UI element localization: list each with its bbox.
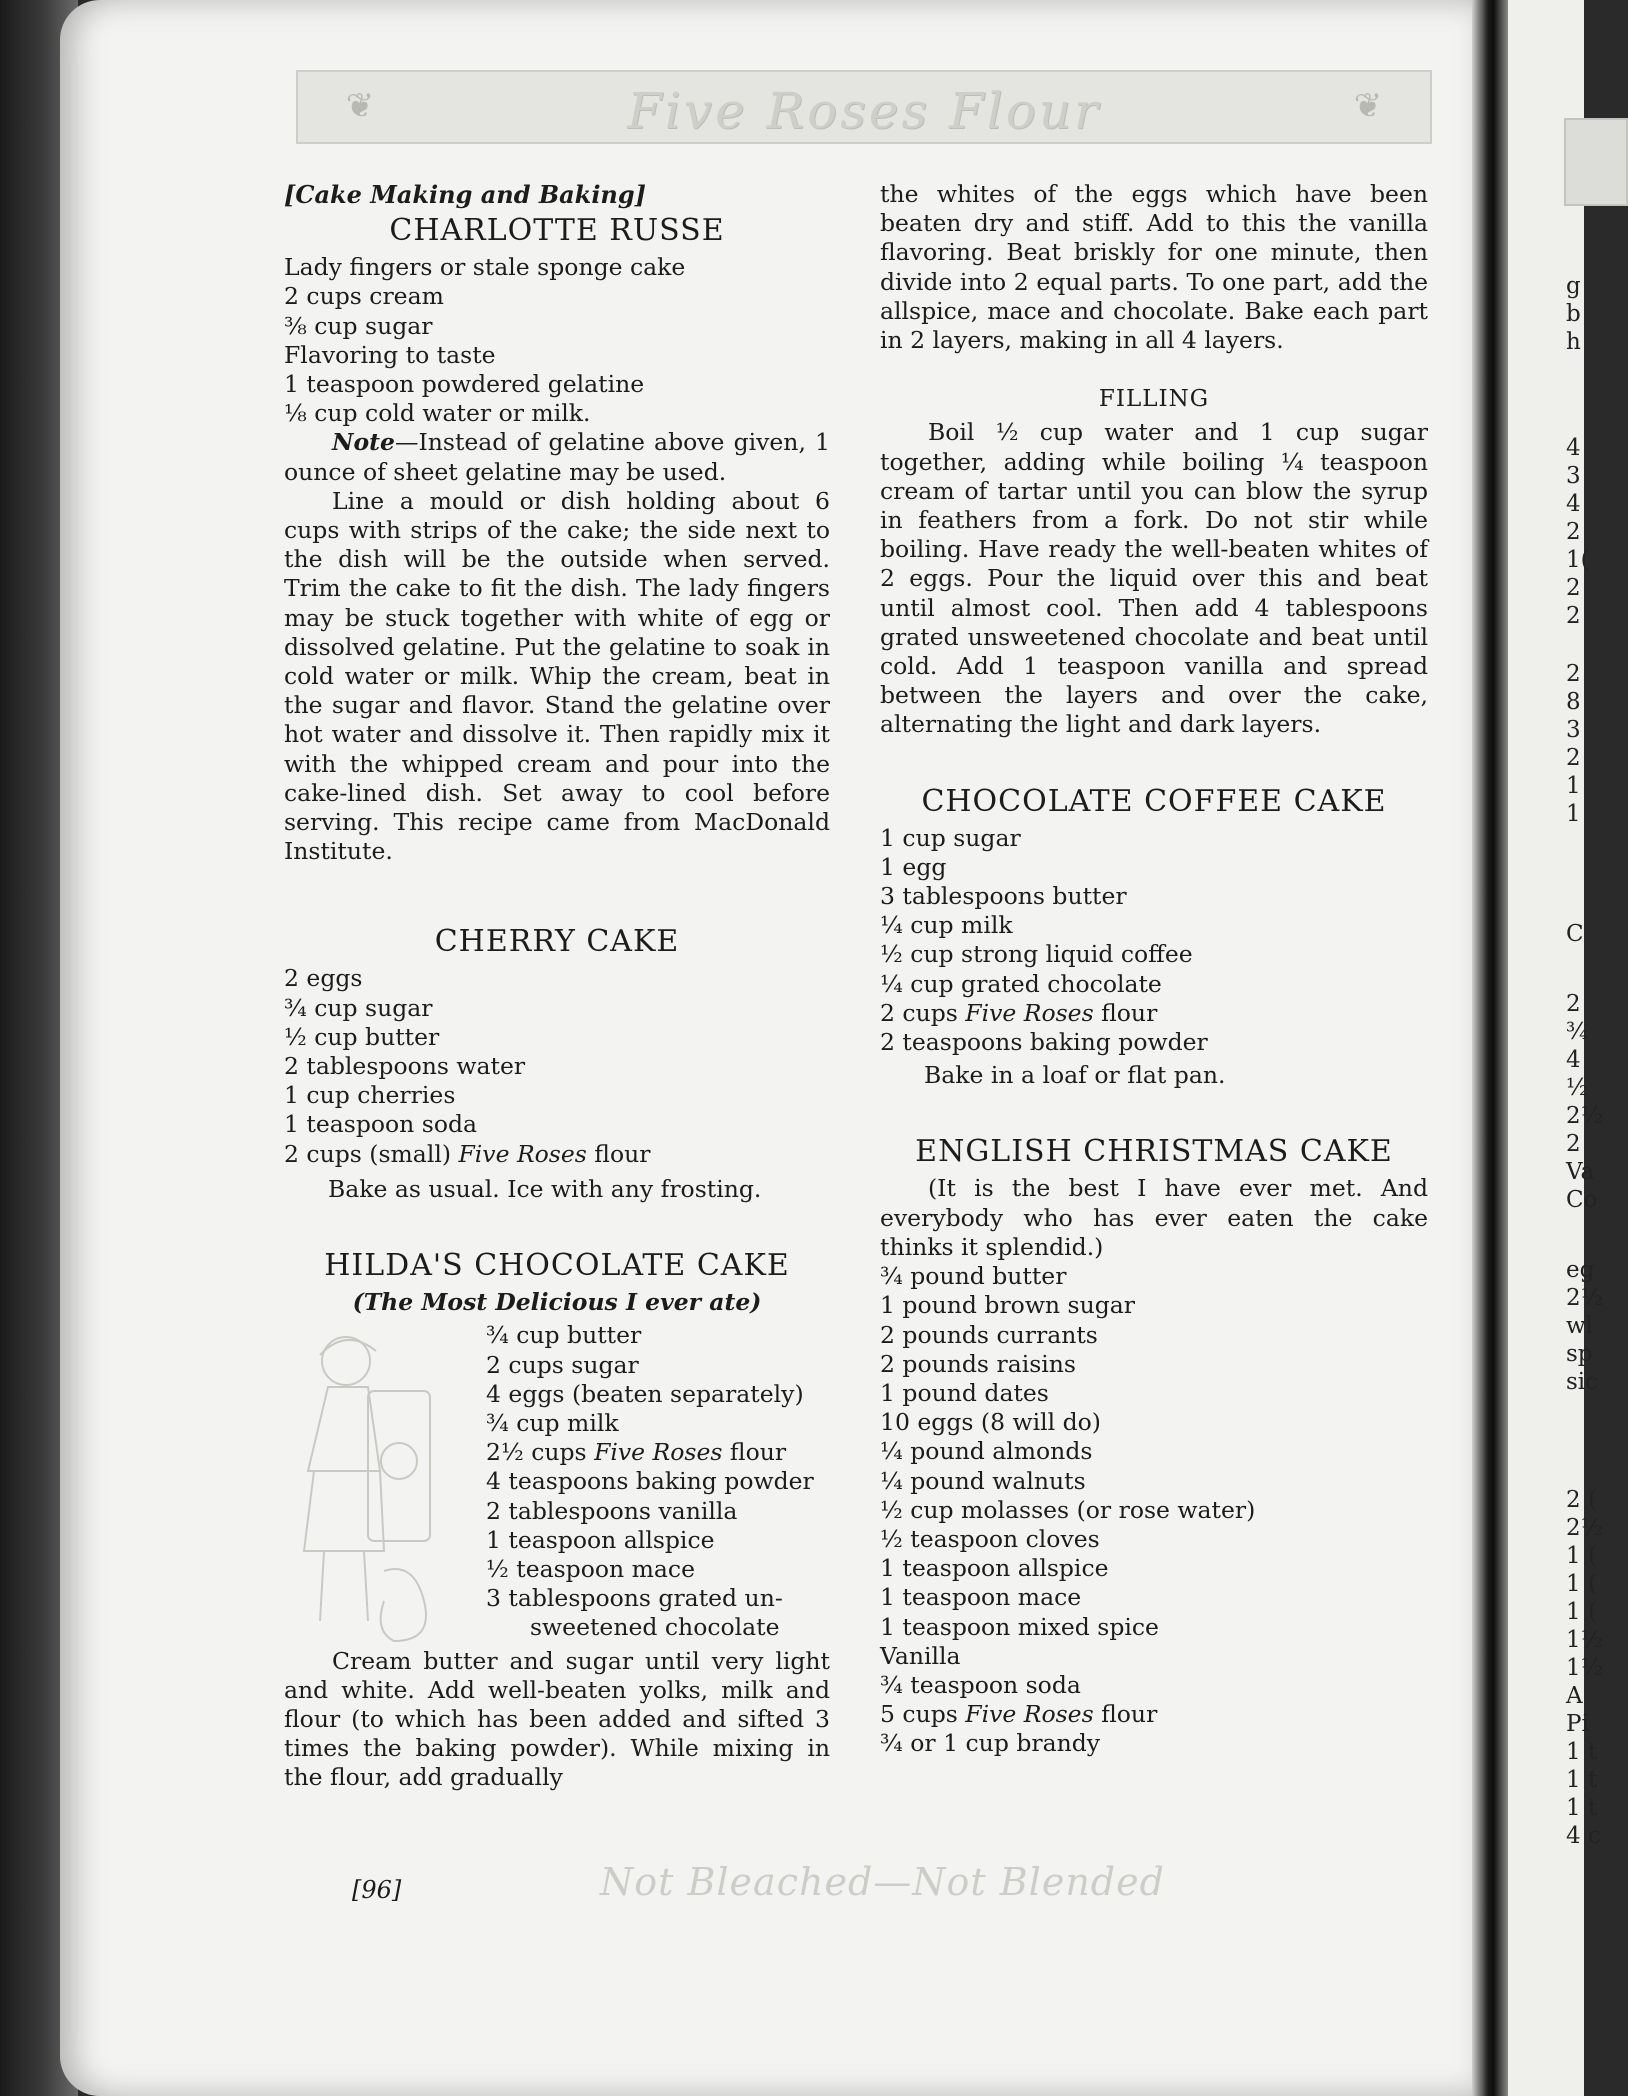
adjacent-page-text-fragment: 1 ( [1566, 1543, 1597, 1569]
adjacent-page-text-fragment: Va [1566, 1159, 1595, 1185]
ingredient: ¼ pound walnuts [880, 1466, 1086, 1495]
ingredient: 1 cup cherries [284, 1081, 456, 1110]
ingredient: 1 cup sugar [880, 823, 1021, 852]
ingredient: 2 tablespoons vanilla [486, 1496, 738, 1525]
brand-name: Five Roses [965, 998, 1094, 1027]
adjacent-page-text-fragment: sp [1566, 1341, 1593, 1367]
ingredient: ¾ cup sugar [284, 993, 433, 1022]
ingredient: ¾ or 1 cup brandy [880, 1729, 1101, 1758]
adjacent-page-text-fragment: 1 ( [1566, 1571, 1597, 1597]
ingredient: 1 teaspoon soda [284, 1110, 478, 1139]
cherry-cake-title: CHERRY CAKE [434, 924, 680, 960]
adjacent-page-text-fragment: 1 t [1566, 1767, 1598, 1793]
right-column [880, 180, 1428, 1759]
girl-illustration-icon [284, 1321, 464, 1651]
ingredient: 2 teaspoons baking powder [880, 1028, 1208, 1057]
ingredient: 2½ cups Five Roses flour [486, 1438, 787, 1467]
ingredient: 1 teaspoon mixed spice [880, 1612, 1159, 1641]
ingredient: ¼ pound almonds [880, 1437, 1093, 1466]
english-ingredients [880, 1262, 1428, 1758]
adjacent-page-text-fragment: Pi [1566, 1711, 1589, 1737]
ingredient: 4 teaspoons baking powder [486, 1467, 814, 1496]
adjacent-page-text-fragment: 3 [1566, 717, 1581, 743]
footer-tagline: Not Bleached—Not Blended [600, 1860, 1165, 1904]
page-header-banner [296, 70, 1432, 144]
adjacent-page-text-fragment: 1½ [1566, 1655, 1603, 1681]
header-title: Five Roses Flour [627, 82, 1101, 140]
ingredient: 5 cups Five Roses flour [880, 1700, 1158, 1729]
adjacent-page-text-fragment: 1½ [1566, 1627, 1603, 1653]
adjacent-page-text-fragment: g [1566, 273, 1581, 299]
english-intro: (It is the best I have ever met. And everybody who has ever eaten the cake thinks it splendid.) [880, 1174, 1428, 1261]
ingredient: ½ cup molasses (or rose water) [880, 1495, 1256, 1524]
charlotte-method: Line a mould or dish holding about 6 cups with strips of the cake; the side next to the dish will be the outside when served. Trim the cake to fit the dish. The lady fingers may be stuck together with white of egg or dissolved gelatine. Put the gelatine to soak in cold water or milk. Whip the cream, beat in the sugar and flavor. Stand the gelatine over hot water and dissolve it. Then rapidly mix it with the whipped cream and pour into the cake-lined dish. Set away to cool before serving. This recipe came from MacDonald Institute. [284, 486, 830, 866]
adjacent-page-text-fragment: Co [1566, 1187, 1598, 1213]
adjacent-page-text-fragment: eg [1566, 1257, 1595, 1283]
book-gutter [1472, 0, 1508, 2096]
ingredient: 1 pound dates [880, 1378, 1049, 1407]
ingredient: ¼ cup milk [880, 911, 1013, 940]
ingredient: Vanilla [880, 1641, 961, 1670]
note-label: Note [332, 428, 395, 457]
adjacent-page-text-fragment: 4 [1566, 435, 1581, 461]
adjacent-page-text-fragment: 2½ [1566, 1515, 1603, 1541]
ingredient: ¾ pound butter [880, 1262, 1067, 1291]
ingredient: 3 tablespoons butter [880, 882, 1127, 911]
ingredient: ½ teaspoon cloves [880, 1524, 1100, 1553]
ingredient: ¼ cup grated chocolate [880, 969, 1162, 998]
adjacent-page-text-fragment: 1 t [1566, 1795, 1598, 1821]
ingredient: 2 cups Five Roses flour [880, 998, 1158, 1027]
adjacent-page-text-fragment: C [1566, 921, 1584, 947]
adjacent-page-text-fragment: 2 [1566, 661, 1581, 687]
filling-text: Boil ½ cup water and 1 cup sugar together, adding while boiling ¼ teaspoon cream of tartar until you can blow the syrup in feathers from a fork. Do not stir while boiling. Have ready the well-beaten whites of 2 eggs. Pour the liquid over this and beat until almost cool. Then add 4 tablespoons grated unsweetened chocolate and beat until cold. Add 1 teaspoon vanilla and spread between the layers and over the cake, alternating the light and dark layers. [880, 418, 1428, 739]
adjacent-page-text-fragment: 1( [1566, 547, 1590, 573]
adjacent-page-text-fragment: wl [1566, 1313, 1594, 1339]
brand-name: Five Roses [594, 1438, 723, 1467]
adjacent-page-text-fragment: 2½ [1566, 1103, 1603, 1129]
ingredient: ¾ teaspoon soda [880, 1670, 1081, 1699]
coffee-cake-title: CHOCOLATE COFFEE CAKE [921, 783, 1387, 819]
ornament-left-icon: ❦ [345, 86, 375, 126]
ornament-right-icon: ❦ [1353, 86, 1383, 126]
adjacent-page-text-fragment: 2 [1566, 991, 1581, 1017]
ingredient: 1 pound brown sugar [880, 1291, 1136, 1320]
ingredient: 2 eggs [284, 964, 363, 993]
filling-title: FILLING [1098, 386, 1210, 413]
cherry-ingredients [284, 964, 830, 1168]
ingredient: 1 egg [880, 852, 947, 881]
adjacent-page-text-fragment: 1 t [1566, 1739, 1598, 1765]
adjacent-page-text-fragment: 1 ( [1566, 1599, 1597, 1625]
ingredient: ¾ cup butter [486, 1321, 642, 1350]
ingredient: 2 tablespoons water [284, 1052, 526, 1081]
ingredient: Lady fingers or stale sponge cake [284, 253, 686, 282]
ingredient: Flavoring to taste [284, 340, 496, 369]
adjacent-page-text-fragment: h [1566, 329, 1581, 355]
ingredient: ½ cup strong liquid coffee [880, 940, 1193, 969]
adjacent-page-text-fragment: 2 [1566, 745, 1581, 771]
note-text: —Instead of gelatine above given, 1 ounce of sheet gelatine may be used. [284, 428, 830, 486]
section-tag: [Cake Making and Baking] [284, 180, 647, 209]
ingredient: ⅜ cup sugar [284, 311, 433, 340]
ingredient: 4 eggs (beaten separately) [486, 1379, 804, 1408]
charlotte-russe-title: CHARLOTTE RUSSE [389, 213, 725, 249]
adjacent-page-edge [1508, 0, 1603, 2096]
ingredient: 2 pounds currants [880, 1320, 1098, 1349]
adjacent-page-text-fragment: sic [1566, 1369, 1599, 1395]
hilda-method: Cream butter and sugar until very light and white. Add well-beaten yolks, milk and flour (to which has been added and sifted 3 times the baking powder). While mixing in the flour, add gradually [284, 1646, 830, 1792]
coffee-ingredients [880, 824, 1428, 1058]
ingredient: sweetened chocolate [530, 1613, 780, 1642]
adjacent-page-text-fragment: 2 [1566, 519, 1581, 545]
adjacent-page-text-fragment: 2 [1566, 575, 1581, 601]
ingredient: 2 pounds raisins [880, 1349, 1076, 1378]
ingredient: 10 eggs (8 will do) [880, 1408, 1101, 1437]
brand-name: Five Roses [458, 1139, 587, 1168]
adjacent-page-text-fragment: 2½ [1566, 1285, 1603, 1311]
adjacent-page-text-fragment: 8 [1566, 689, 1581, 715]
ingredient: ⅛ cup cold water or milk. [284, 399, 591, 428]
adjacent-page-text-fragment: 2 [1566, 603, 1581, 629]
cherry-method: Bake as usual. Ice with any frosting. [328, 1174, 762, 1203]
adjacent-page-text-fragment: b [1566, 301, 1581, 327]
page-number: [96] [352, 1876, 402, 1904]
ingredient: 2 cups sugar [486, 1350, 639, 1379]
adjacent-page-text-fragment: 4 c [1566, 1823, 1601, 1849]
left-column [284, 180, 830, 1793]
adjacent-page-text-fragment: 3 [1566, 463, 1581, 489]
adjacent-page-text-fragment: A [1566, 1683, 1583, 1709]
hilda-cake-title: HILDA'S CHOCOLATE CAKE [324, 1248, 790, 1284]
adjacent-page-text-fragment: 1 [1566, 773, 1581, 799]
ingredient: 2 cups (small) Five Roses flour [284, 1139, 651, 1168]
ingredient: ½ cup butter [284, 1022, 440, 1051]
adjacent-page-text-fragment: ½ [1566, 1075, 1589, 1101]
coffee-method: Bake in a loaf or flat pan. [924, 1061, 1226, 1090]
ingredient: 1 teaspoon mace [880, 1583, 1082, 1612]
ingredient: 1 teaspoon allspice [880, 1554, 1109, 1583]
hilda-ingredients-block [284, 1321, 830, 1642]
adjacent-page-text-fragment: 2 [1566, 1131, 1581, 1157]
charlotte-ingredients [284, 253, 830, 428]
english-cake-title: ENGLISH CHRISTMAS CAKE [915, 1134, 1393, 1170]
adjacent-page-text-fragment: 4 [1566, 1047, 1581, 1073]
brand-name: Five Roses [965, 1700, 1094, 1729]
hilda-method-continued: the whites of the eggs which have been beaten dry and stiff. Add to this the vanilla flavoring. Beat briskly for one minute, then divide into 2 equal parts. To one part, add the allspice, mace and chocolate. Bake each part in 2 layers, making in all 4 layers. [880, 180, 1428, 355]
ingredient: 1 teaspoon allspice [486, 1525, 715, 1554]
charlotte-note [284, 428, 830, 486]
ingredient: ¾ cup milk [486, 1408, 619, 1437]
ingredient: ½ teaspoon mace [486, 1554, 695, 1583]
adjacent-page-text-fragment: 4 [1566, 491, 1581, 517]
adjacent-page-text-fragment: ¾ [1566, 1019, 1589, 1045]
adjacent-page-text-fragment: 1 [1566, 801, 1581, 827]
adjacent-page-text-fragment: 2 ( [1566, 1487, 1597, 1513]
adjacent-header-fragment [1564, 118, 1628, 206]
ingredient: 3 tablespoons grated un- [486, 1584, 783, 1613]
ingredient: 2 cups cream [284, 282, 444, 311]
hilda-subtitle: (The Most Delicious I ever ate) [352, 1288, 762, 1317]
ingredient: 1 teaspoon powdered gelatine [284, 370, 645, 399]
